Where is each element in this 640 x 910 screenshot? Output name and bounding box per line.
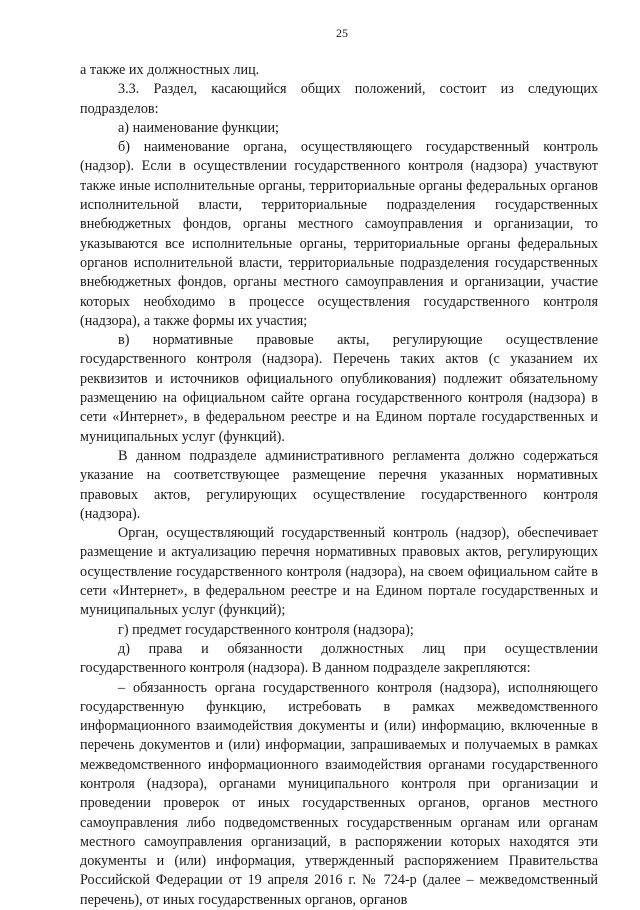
paragraph-dash-item: – обязанность органа государственного контроля (надзора), исполняющего государственную функцию, истребовать в рамках межведомственного информационного взаимодействия документы и (или) информацию, включенные в перечень документов и (или) информации, запрашиваемых и получаемых в рамках межведомственного информационного взаимодействия органами государственного контроля (надзора), органами муниципального контроля при организации и проведении проверок от иных государственных органов, органов местного самоуправления либо подведомственных государственным органам или органам местного самоуправления организаций, в распоряжении которых находятся эти документы и (или) информация, утвержденный распоряжением Правительства Российской Федерации от 19 апреля 2016 г. № 724-р (далее – межведомственный перечень), от иных государственных органов, органов: [80, 679, 598, 910]
paragraph-section-3-3: 3.3. Раздел, касающийся общих положений, состоит из следующих подразделов:: [80, 80, 598, 119]
page-number: 25: [80, 26, 598, 41]
paragraph-item-g: г) предмет государственного контроля (надзора);: [80, 621, 598, 640]
paragraph-item-a: а) наименование функции;: [80, 119, 598, 138]
paragraph-continuation: а также их должностных лиц.: [80, 61, 598, 80]
paragraph-item-v: в) нормативные правовые акты, регулирующие осуществление государственного контроля (надзора). Перечень таких актов (с указанием их реквизитов и источников официального опубликования) подлежит обязательному размещению на официальном сайте органа государственного контроля (надзора) в сети «Интернет», в федеральном реестре и на Едином портале государственных и муниципальных услуг (функций).: [80, 331, 598, 447]
paragraph-subsection-note: В данном подразделе административного регламента должно содержаться указание на соответствующее размещение перечня указанных нормативных правовых актов, регулирующих осуществление государственного контроля (надзора).: [80, 447, 598, 524]
paragraph-item-d: д) права и обязанности должностных лиц при осуществлении государственного контроля (надзора). В данном подразделе закрепляются:: [80, 640, 598, 679]
paragraph-item-b: б) наименование органа, осуществляющего государственный контроль (надзор). Если в осуществлении государственного контроля (надзора) участвуют также иные исполнительные органы, территориальные органы федеральных органов исполнительной власти, территориальные подразделения государственных внебюджетных фондов, органы местного самоуправления и организации, то указываются все исполнительные органы, территориальные органы федеральных органов исполнительной власти, территориальные подразделения государственных внебюджетных фондов, органы местного самоуправления и организации, участие которых необходимо в процессе осуществления государственного контроля (надзора), а также формы их участия;: [80, 138, 598, 331]
paragraph-organ-duty: Орган, осуществляющий государственный контроль (надзор), обеспечивает размещение и актуализацию перечня нормативных правовых актов, регулирующих осуществление государственного контроля (надзора), на своем официальном сайте в сети «Интернет», в федеральном реестре и на Едином портале государственных и муниципальных услуг (функций);: [80, 524, 598, 620]
document-body: [80, 61, 598, 910]
